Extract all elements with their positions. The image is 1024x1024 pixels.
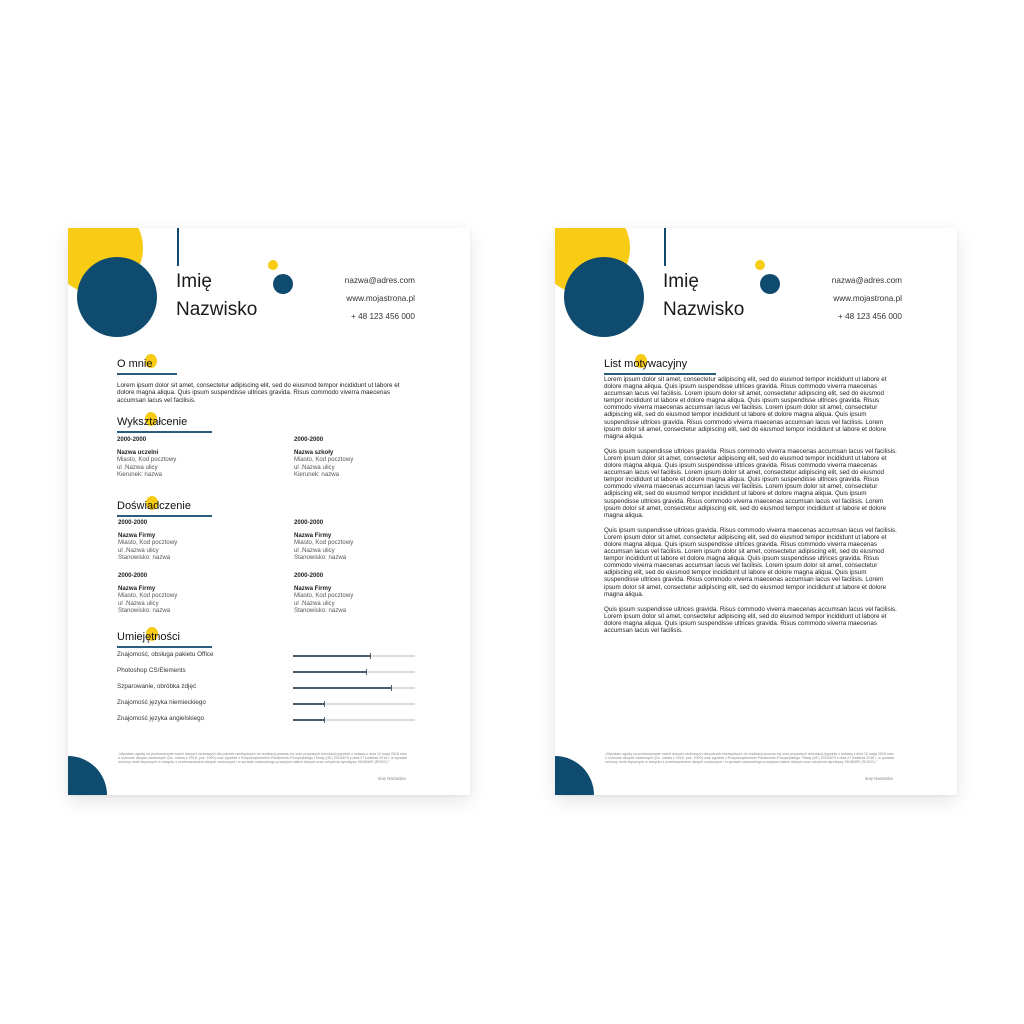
decorative-navy-circle [77, 257, 157, 337]
section-title: Doświadczenie [117, 500, 191, 513]
decorative-small-navy-dot [760, 274, 780, 294]
experience-item: 2000-2000 Nazwa Firmy Miasto, Kod pocztowy ul .Nazwa ulicy Stanowisko: nazwa [294, 519, 354, 561]
section-title: Wykształcenie [117, 416, 187, 429]
section-title: Umiejętności [117, 631, 180, 644]
section-underline [117, 646, 212, 648]
gdpr-consent-clause: „Wyrażam zgodę na przetwarzanie moich danych osobowych dla potrzeb niezbędnych do realizacji procesu tej oraz przyszłych rekrutacji (zgodnie z ustawą z dnia 10 maja 2018 roku o ochronie danych osobowych (Dz. Ustaw z 2018, poz. 1000) oraz zgodnie z Rozporządzeniem Parlamentu Europejskiego i Rady (UE) 2016/679 z dnia 27 kwietnia 2016 r. w sprawie ochrony osób fizycznych w związku z przetwarzaniem danych osobowych i w sprawie swobodnego przepływu takich danych oraz uchylenia dyrektywy 95/46/WE (RODO).” [605, 752, 895, 765]
signature: Imię Nazwisko [864, 776, 893, 781]
decorative-bottom-navy-circle [68, 756, 107, 795]
experience-item: 2000-2000 Nazwa Firmy Miasto, Kod pocztowy ul .Nazwa ulicy Stanowisko: nazwa [118, 572, 178, 614]
contact-info [345, 272, 415, 326]
phone: + 48 123 456 000 [838, 312, 902, 321]
section-underline [117, 515, 212, 517]
header-accent-line [177, 228, 179, 266]
last-name: Nazwisko [663, 299, 745, 320]
skill-level-bar [293, 687, 415, 689]
skill-row [117, 651, 417, 661]
skill-label: Photoshop CS/Elements [117, 667, 186, 674]
skill-label: Znajomość języka niemieckiego [117, 699, 206, 706]
skill-level-bar [293, 655, 415, 657]
candidate-name [176, 268, 257, 324]
about-text: Lorem ipsum dolor sit amet, consectetur adipiscing elit, sed do eiusmod tempor incididunt ut labore et dolore magna aliqua. Quis ipsum suspendisse ultrices gravida. Risus commodo viverra maecenas accumsan lacus vel facilisis. [117, 382, 400, 404]
skill-row [117, 715, 417, 725]
education-section [117, 412, 212, 433]
header-accent-line [664, 228, 666, 266]
skill-level-bar [293, 703, 415, 705]
cover-letter-title-section [604, 354, 716, 375]
contact-info [832, 272, 902, 326]
email: nazwa@adres.com [344, 276, 415, 285]
paragraph: Quis ipsum suspendisse ultrices gravida. Risus commodo viverra maecenas accumsan lacus vel facilisis. Lorem ipsum dolor sit amet, consectetur adipiscing elit, sed do eiusmod tempor incididunt ut labore et dolore magna aliqua. Quis ipsum suspendisse ultrices gravida. Risus commodo viverra maecenas accumsan lacus vel facilisis. Lorem ipsum dolor sit amet, consectetur adipiscing elit, sed do eiusmod tempor incididunt ut labore et dolore magna aliqua. Quis ipsum suspendisse ultrices gravida. Risus commodo viverra maecenas accumsan lacus vel facilisis. Lorem ipsum dolor sit amet, consectetur adipiscing elit, sed do eiusmod tempor incididunt ut labore et dolore magna aliqua. Quis ipsum suspendisse ultrices gravida. Risus commodo viverra maecenas accumsan lacus vel facilisis. Lorem ipsum dolor sit amet, consectetur adipiscing elit, sed do eiusmod tempor incididunt ut labore et dolore magna aliqua. [604, 447, 897, 519]
section-title: List motywacyjny [604, 358, 687, 371]
skills-section [117, 627, 212, 648]
skill-row [117, 683, 417, 693]
gdpr-consent-clause: „Wyrażam zgodę na przetwarzanie moich danych osobowych dla potrzeb niezbędnych do realizacji procesu tej oraz przyszłych rekrutacji (zgodnie z ustawą z dnia 10 maja 2018 roku o ochronie danych osobowych (Dz. Ustaw z 2018, poz. 1000) oraz zgodnie z Rozporządzeniem Parlamentu Europejskiego i Rady (UE) 2016/679 z dnia 27 kwietnia 2016 r. w sprawie ochrony osób fizycznych w związku z przetwarzaniem danych osobowych i w sprawie swobodnego przepływu takich danych oraz uchylenia dyrektywy 95/46/WE (RODO).” [118, 752, 408, 765]
first-name: Imię [176, 271, 212, 292]
decorative-navy-circle [564, 257, 644, 337]
decorative-small-yellow-dot [268, 260, 278, 270]
skill-level-bar [293, 719, 415, 721]
section-underline [604, 373, 716, 375]
skill-row [117, 667, 417, 677]
signature: Imię Nazwisko [377, 776, 406, 781]
experience-section [117, 496, 212, 517]
decorative-small-yellow-dot [755, 260, 765, 270]
last-name: Nazwisko [176, 299, 258, 320]
paragraph: Quis ipsum suspendisse ultrices gravida. Risus commodo viverra maecenas accumsan lacus vel facilisis. Lorem ipsum dolor sit amet, consectetur adipiscing elit, sed do eiusmod tempor incididunt ut labore et dolore magna aliqua. Quis ipsum suspendisse ultrices gravida. Risus commodo viverra maecenas accumsan lacus vel facilisis. [604, 605, 897, 634]
email: nazwa@adres.com [831, 276, 902, 285]
paragraph: Lorem ipsum dolor sit amet, consectetur adipiscing elit, sed do eiusmod tempor incididunt ut labore et dolore magna aliqua. Quis ipsum suspendisse ultrices gravida. Risus commodo viverra maecenas accumsan lacus vel facilisis. Lorem ipsum dolor sit amet, consectetur adipiscing elit, sed do eiusmod tempor incididunt ut labore et dolore magna aliqua. Quis ipsum suspendisse ultrices gravida. Risus commodo viverra maecenas accumsan lacus vel facilisis. Lorem ipsum dolor sit amet, consectetur adipiscing elit, sed do eiusmod tempor incididunt ut labore et dolore magna aliqua. Quis ipsum suspendisse ultrices gravida. Risus commodo viverra maecenas accumsan lacus vel facilisis. Lorem ipsum dolor sit amet, consectetur adipiscing elit, sed do eiusmod tempor incididunt ut labore et dolore magna aliqua. [604, 376, 887, 440]
skill-label: Znajomość, obsługa pakietu Office [117, 651, 214, 658]
skill-label: Znajomość języka angielskiego [117, 715, 205, 722]
section-underline [117, 431, 212, 433]
education-item: 2000-2000 Nazwa szkoły Miasto, Kod pocztowy ul .Nazwa ulicy Kierunek: nazwa [294, 436, 354, 478]
skill-label: Szparowanie, obróbka zdjęć [117, 683, 197, 690]
cover-letter-body [604, 376, 900, 642]
candidate-name [663, 268, 744, 324]
cover-letter-page [555, 228, 957, 795]
cv-page [68, 228, 470, 795]
skill-row [117, 699, 417, 709]
paragraph: Quis ipsum suspendisse ultrices gravida. Risus commodo viverra maecenas accumsan lacus vel facilisis. Lorem ipsum dolor sit amet, consectetur adipiscing elit, sed do eiusmod tempor incididunt ut labore et dolore magna aliqua. Quis ipsum suspendisse ultrices gravida. Risus commodo viverra maecenas accumsan lacus vel facilisis. Lorem ipsum dolor sit amet, consectetur adipiscing elit, sed do eiusmod tempor incididunt ut labore et dolore magna aliqua. Quis ipsum suspendisse ultrices gravida. Risus commodo viverra maecenas accumsan lacus vel facilisis. Lorem ipsum dolor sit amet, consectetur adipiscing elit, sed do eiusmod tempor incididunt ut labore et dolore magna aliqua. Quis ipsum suspendisse ultrices gravida. Risus commodo viverra maecenas accumsan lacus vel facilisis. Lorem ipsum dolor sit amet, consectetur adipiscing elit, sed do eiusmod tempor incididunt ut labore et dolore magna aliqua. [604, 526, 897, 598]
first-name: Imię [663, 271, 699, 292]
section-underline [117, 373, 177, 375]
decorative-small-navy-dot [273, 274, 293, 294]
website: www.mojastrona.pl [346, 294, 415, 303]
skill-level-bar [293, 671, 415, 673]
decorative-bottom-navy-circle [555, 756, 594, 795]
website: www.mojastrona.pl [833, 294, 902, 303]
about-section [117, 354, 417, 404]
section-title: O mnie [117, 358, 152, 371]
education-item: 2000-2000 Nazwa uczelni Miasto, Kod pocztowy ul .Nazwa ulicy Kierunek: nazwa [117, 436, 177, 478]
experience-item: 2000-2000 Nazwa Firmy Miasto, Kod pocztowy ul .Nazwa ulicy Stanowisko: nazwa [118, 519, 178, 561]
phone: + 48 123 456 000 [351, 312, 415, 321]
experience-item: 2000-2000 Nazwa Firmy Miasto, Kod pocztowy ul .Nazwa ulicy Stanowisko: nazwa [294, 572, 354, 614]
